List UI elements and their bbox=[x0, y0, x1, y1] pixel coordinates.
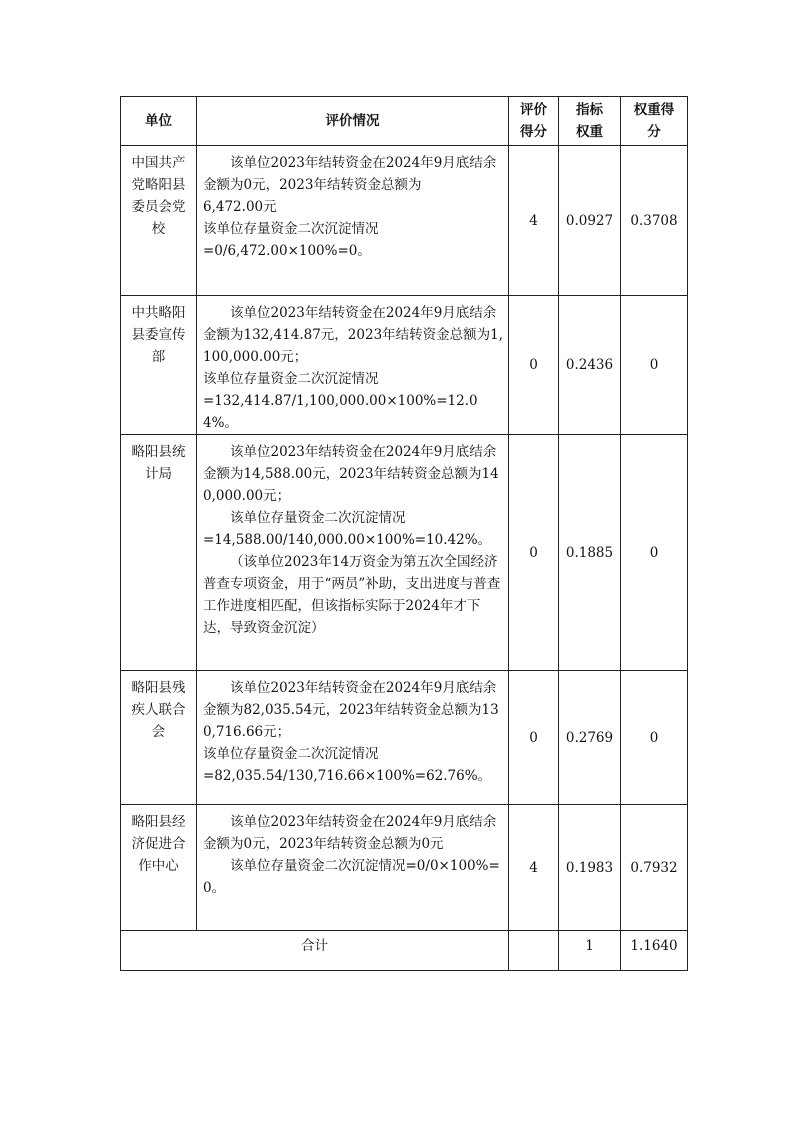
evaluation-paragraph: 该单位2023年结转资金在2024年9月底结余金额为82,035.54元，2023年结转资金总额为130,716.66元； bbox=[203, 680, 499, 740]
index-weight-cell: 0.1983 bbox=[559, 805, 621, 931]
evaluation-cell bbox=[197, 805, 509, 931]
weighted-score-cell: 0 bbox=[621, 671, 688, 805]
table-row bbox=[121, 671, 688, 805]
evaluation-paragraph: =0/6,472.00×100%=0。 bbox=[203, 243, 371, 259]
header-index-text: 指标 权重 bbox=[576, 102, 603, 140]
score-cell: 0 bbox=[509, 435, 559, 671]
total-row bbox=[121, 931, 688, 971]
evaluation-table bbox=[120, 96, 688, 971]
header-unit: 单位 bbox=[121, 97, 197, 146]
index-weight-cell: 0.2436 bbox=[559, 296, 621, 435]
score-cell: 0 bbox=[509, 296, 559, 435]
evaluation-paragraph: 6,472.00元 bbox=[203, 199, 277, 215]
evaluation-paragraph: 该单位2023年结转资金在2024年9月底结余金额为14,588.00元，2023年结转资金总额为140,000.00元； bbox=[203, 444, 499, 504]
score-cell: 4 bbox=[509, 805, 559, 931]
evaluation-paragraph: =82,035.54/130,716.66×100%=62.76%。 bbox=[203, 768, 492, 784]
evaluation-paragraph: 该单位2023年结转资金在2024年9月底结余金额为0元，2023年结转资金总额为 bbox=[203, 155, 497, 193]
unit-cell: 略阳县经济促进合作中心 bbox=[121, 805, 197, 931]
header-weighted-text: 权重得 分 bbox=[633, 102, 675, 140]
table-row bbox=[121, 805, 688, 931]
evaluation-paragraph: 该单位存量资金二次沉淀情况 bbox=[203, 746, 379, 762]
header-row bbox=[121, 97, 688, 146]
total-label: 合计 bbox=[121, 931, 509, 971]
evaluation-paragraph: 该单位存量资金二次沉淀情况 bbox=[203, 221, 379, 237]
index-weight-cell: 0.1885 bbox=[559, 435, 621, 671]
evaluation-paragraph: 该单位2023年结转资金在2024年9月底结余金额为0元，2023年结转资金总额为0元 bbox=[203, 814, 497, 852]
weighted-score-cell: 0.3708 bbox=[621, 146, 688, 296]
evaluation-cell bbox=[197, 671, 509, 805]
header-score-text: 评价 得分 bbox=[520, 102, 547, 140]
evaluation-cell bbox=[197, 296, 509, 435]
evaluation-paragraph: 该单位2023年结转资金在2024年9月底结余金额为132,414.87元，2023年结转资金总额为1,100,000.00元； bbox=[203, 305, 504, 365]
evaluation-paragraph: 该单位存量资金二次沉淀情况=0/0×100%=0。 bbox=[203, 858, 500, 896]
total-weighted-cell: 1.1640 bbox=[621, 931, 688, 971]
table-body bbox=[121, 146, 688, 971]
header-weighted-score bbox=[621, 97, 688, 146]
unit-cell: 略阳县残疾人联合会 bbox=[121, 671, 197, 805]
evaluation-cell bbox=[197, 435, 509, 671]
index-weight-cell: 0.2769 bbox=[559, 671, 621, 805]
weighted-score-cell: 0 bbox=[621, 435, 688, 671]
weighted-score-cell: 0.7932 bbox=[621, 805, 688, 931]
evaluation-paragraph: （该单位2023年14万资金为第五次全国经济普查专项资金，用于“两员”补助，支出进度与普查工作进度相匹配，但该指标实际于2024年才下达，导致资金沉淀） bbox=[203, 554, 501, 636]
total-score-cell bbox=[509, 931, 559, 971]
table-row bbox=[121, 435, 688, 671]
table-row bbox=[121, 146, 688, 296]
header-evaluation: 评价情况 bbox=[197, 97, 509, 146]
weighted-score-cell: 0 bbox=[621, 296, 688, 435]
unit-cell: 略阳县统计局 bbox=[121, 435, 197, 671]
index-weight-cell: 0.0927 bbox=[559, 146, 621, 296]
unit-cell: 中共略阳县委宣传部 bbox=[121, 296, 197, 435]
header-score bbox=[509, 97, 559, 146]
total-weight-cell: 1 bbox=[559, 931, 621, 971]
score-cell: 0 bbox=[509, 671, 559, 805]
evaluation-cell bbox=[197, 146, 509, 296]
score-cell: 4 bbox=[509, 146, 559, 296]
evaluation-paragraph: =132,414.87/1,100,000.00×100%=12.04%。 bbox=[203, 393, 478, 431]
evaluation-paragraph: 该单位存量资金二次沉淀情况 bbox=[230, 510, 406, 526]
header-index-weight bbox=[559, 97, 621, 146]
evaluation-paragraph: 该单位存量资金二次沉淀情况 bbox=[203, 371, 379, 387]
evaluation-paragraph: =14,588.00/140,000.00×100%=10.42%。 bbox=[203, 532, 492, 548]
unit-cell: 中国共产党略阳县委员会党校 bbox=[121, 146, 197, 296]
table-row bbox=[121, 296, 688, 435]
